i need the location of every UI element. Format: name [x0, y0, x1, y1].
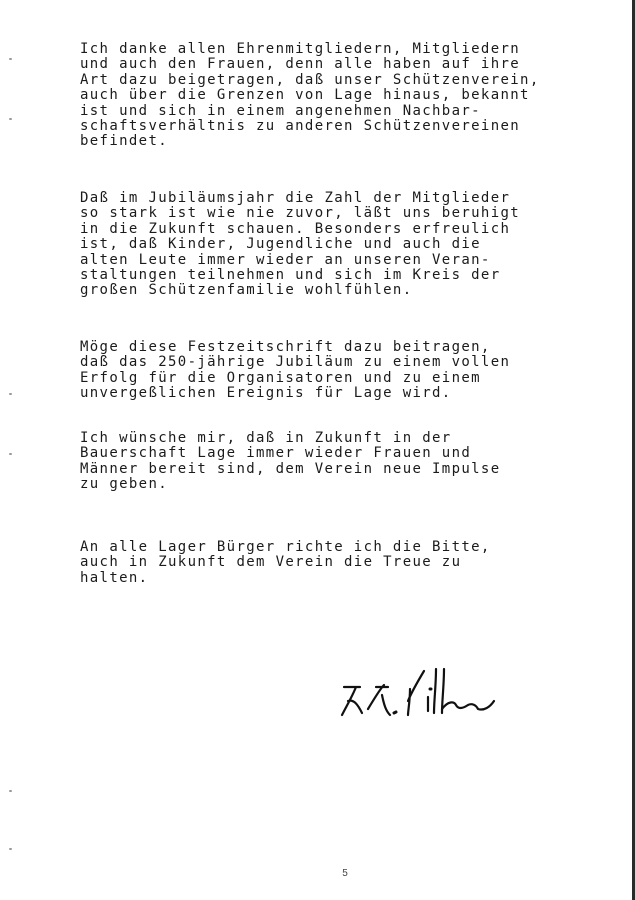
punch-mark [9, 453, 12, 455]
page-number: 5 [342, 868, 348, 879]
paragraph-membership [80, 191, 600, 299]
text-line: schaftsverhältnis zu anderen Schützenvereinen [80, 118, 521, 135]
punch-mark [9, 118, 12, 120]
text-line: in die Zukunft schauen. Besonders erfreulich [80, 220, 511, 237]
text-line: Ich danke allen Ehrenmitgliedern, Mitgliedern [80, 41, 521, 57]
text-line: Art dazu beigetragen, daß unser Schützenverein, [80, 71, 540, 88]
text-line: so stark ist wie nie zuvor, läßt uns beruhigt [80, 205, 521, 222]
text-line: und auch den Frauen, denn alle haben auf ihre [80, 56, 521, 73]
text-line: großen Schützenfamilie wohlfühlen. [80, 282, 413, 299]
text-line: befindet. [80, 133, 169, 150]
text-line: alten Leute immer wieder an unseren Veran- [80, 251, 491, 268]
text-line: Männer bereit sind, dem Verein neue Impulse [80, 460, 501, 477]
text-line: Möge diese Festzeitschrift dazu beitragen, [80, 339, 491, 355]
paragraph-request [80, 540, 600, 586]
text-line: halten. [80, 569, 149, 586]
punch-mark [9, 848, 12, 850]
paragraph-thanks [80, 42, 600, 150]
text-line: auch in Zukunft dem Verein die Treue zu [80, 554, 462, 571]
text-line: ist und sich in einem angenehmen Nachbar- [80, 102, 481, 119]
text-line: Ich wünsche mir, daß in Zukunft in der [80, 430, 452, 446]
text-line: ist, daß Kinder, Jugendliche und auch die [80, 236, 481, 253]
paragraph-festschrift [80, 340, 600, 402]
text-line: An alle Lager Bürger richte ich die Bitte, [80, 539, 491, 555]
punch-mark [9, 393, 12, 395]
text-line: Daß im Jubiläumsjahr die Zahl der Mitglieder [80, 190, 511, 206]
text-line: auch über die Grenzen von Lage hinaus, bekannt [80, 87, 530, 104]
text-line: unvergeßlichen Ereignis für Lage wird. [80, 385, 452, 402]
paragraph-wish [80, 431, 600, 493]
punch-mark [9, 58, 12, 60]
text-line: Bauerschaft Lage immer wieder Frauen und [80, 445, 472, 462]
text-line: Erfolg für die Organisatoren und zu einem [80, 369, 481, 386]
text-line: daß das 250-jährige Jubiläum zu einem vollen [80, 354, 511, 371]
text-line: staltungen teilnehmen und sich im Kreis der [80, 267, 501, 284]
signature [338, 665, 498, 725]
text-line: zu geben. [80, 476, 169, 493]
punch-mark [9, 790, 12, 792]
